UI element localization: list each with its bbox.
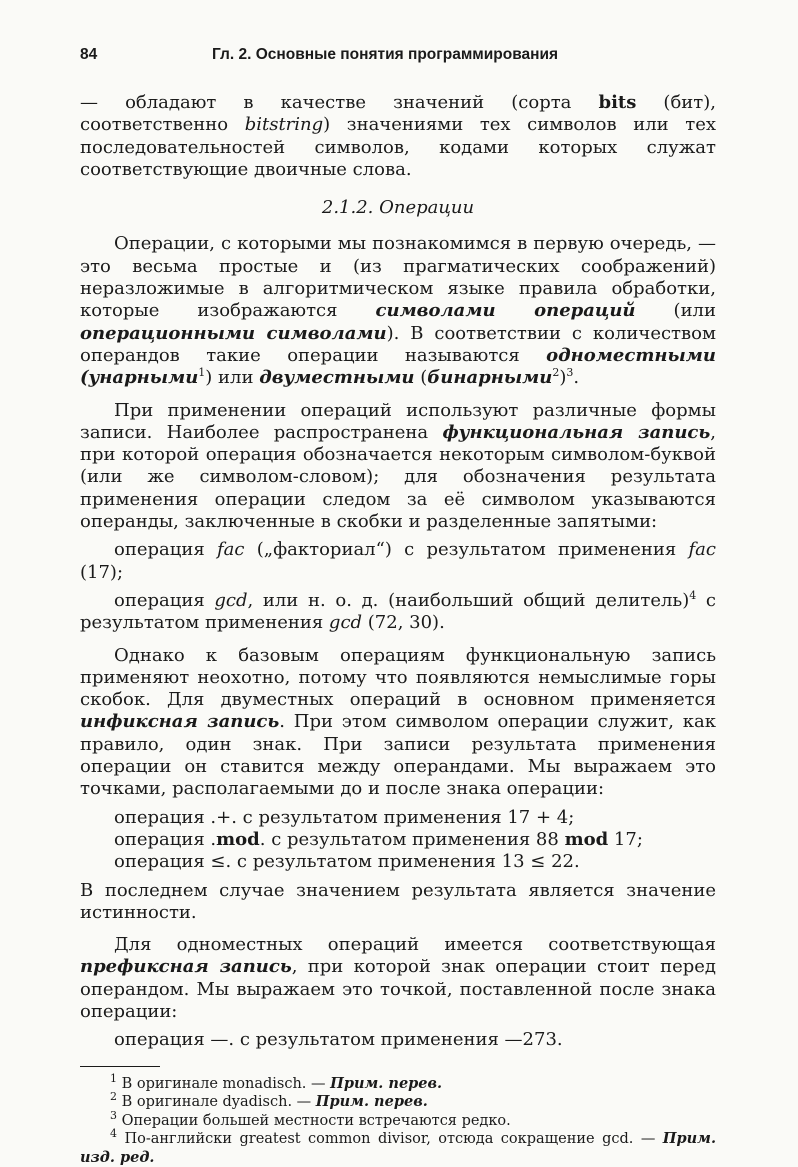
footnote: $^1$ В оригинале monadisch. — Прим. перев. (110, 1071, 443, 1092)
page-number: 84 (80, 46, 98, 63)
example-plus: операция .+. с результатом применения 17 + 4; (114, 806, 575, 828)
paragraph-intro-continued: — обладают в качестве значений (сорта bits (бит), соответственно bitstring) значениями тех символов или тех последовательностей символов, кодами которых служат соответствующие двоичные слова. (80, 92, 716, 180)
page-body (80, 92, 716, 1167)
paragraph-functional-notation: При применении операций используют различные формы записи. Наиболее распространена функциональная запись, при которой операция обозначается некоторым символом-буквой (или же символом-словом); для обозначения результата применения операции следом за её символом указываются операнды, заключенные в скобки и разделенные запятыми: (80, 399, 716, 533)
paragraph-infix-notation: Однако к базовым операциям функциональную запись применяют неохотно, потому что появляются немыслимые горы скобок. Для двуместных операций в основном применяется инфиксная запись. При этом символом операции служит, как правило, один знак. При записи результата применения операции он ставится между операндами. Мы выражаем это точками, располагаемыми до и после знака операции: (80, 644, 716, 800)
footnote: $^3$ Операции большей местности встречаются редко. (110, 1108, 511, 1129)
example-leq: операция ≤. с результатом применения 13 ≤ 22. (114, 851, 580, 873)
example-gcd: операция gcd, или н. о. д. (наибольший общий делитель)$^4$ с результатом применения gcd (72, 30). (80, 588, 717, 634)
footnote-rule (80, 1066, 160, 1067)
paragraph-truth-value: В последнем случае значением результата является значение истинности. (80, 879, 716, 923)
footnote: $^4$ По-английски greatest common divisor, отсюда сокращение gcd. — Прим. изд. ред. (80, 1127, 716, 1166)
footnotes (80, 1071, 716, 1167)
chapter-title: Гл. 2. Основные понятия программирования (212, 46, 559, 63)
example-fac: операция fac („факториал“) с результатом применения fac (17); (80, 539, 716, 583)
example-minus: операция —. с результатом применения —273. (114, 1029, 563, 1051)
paragraph-operations: Операции, с которыми мы познакомимся в первую очередь, — это весьма простые и (из прагматических соображений) неразложимые в алгоритмическом языке правила обработки, которые изображаются символами операций (или операционными символами). В соответствии с количеством операндов такие операции называются одноместными (унарными$^1$) или двуместными (бинарными$^2$)$^3$. (80, 233, 716, 389)
paragraph-prefix-notation: Для одноместных операций имеется соответствующая префиксная запись, при которой знак операции стоит перед операндом. Мы выражаем это точкой, поставленной после знака операции: (80, 934, 717, 1022)
footnote: $^2$ В оригинале dyadisch. — Прим. перев. (110, 1090, 428, 1111)
running-header (80, 46, 720, 70)
section-heading: 2.1.2. Операции (321, 197, 475, 219)
example-mod: операция .mod. с результатом применения 88 mod 17; (114, 828, 643, 850)
